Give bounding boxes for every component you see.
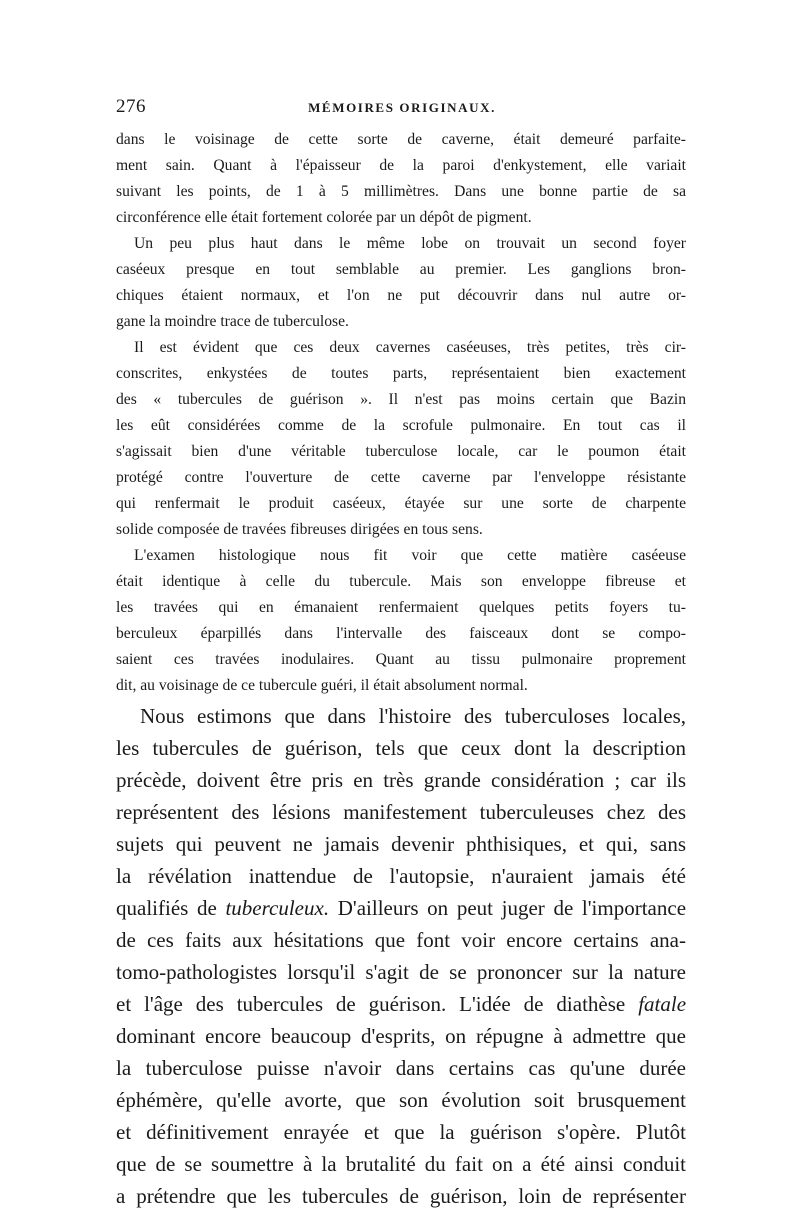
- text-line: la tuberculose puisse n'avoir dans certains cas qu'une durée: [116, 1056, 686, 1080]
- paragraph-2: [116, 231, 686, 335]
- text-line: s'agissait bien d'une véritable tuberculose locale, car le poumon était: [116, 443, 686, 460]
- paragraph-1: [116, 127, 686, 231]
- small-print-section: [116, 127, 686, 699]
- text-line: L'examen histologique nous fit voir que cette matière caséeuse: [134, 547, 686, 564]
- running-head: MÉMOIRES ORIGINAUX.: [308, 100, 496, 115]
- text-fragment: qualifiés de: [116, 896, 217, 920]
- italic-term: tuberculeux.: [225, 896, 330, 920]
- text-line: Nous estimons que dans l'histoire des tuberculoses locales,: [140, 704, 686, 728]
- text-line: sujets qui peuvent ne jamais devenir phthisiques, et qui, sans: [116, 832, 686, 856]
- text-line: saient ces travées inodulaires. Quant au tissu pulmonaire proprement: [116, 651, 686, 668]
- text-line: Il est évident que ces deux cavernes caséeuses, très petites, très cir-: [134, 339, 686, 356]
- text-line: ment sain. Quant à l'épaisseur de la paroi d'enkystement, elle variait: [116, 157, 686, 174]
- text-line: la révélation inattendue de l'autopsie, n'auraient jamais été: [116, 864, 686, 888]
- text-line: qui renfermait le produit caséeux, étayée sur une sorte de charpente: [116, 495, 686, 512]
- text-fragment: et l'âge des tubercules de guérison. L'idée de diathèse: [116, 992, 626, 1016]
- text-line: les eût considérées comme de la scrofule pulmonaire. En tout cas il: [116, 417, 686, 434]
- text-line: gane la moindre trace de tuberculose.: [116, 313, 349, 330]
- text-line: protégé contre l'ouverture de cette caverne par l'enveloppe résistante: [116, 469, 686, 486]
- text-line: suivant les points, de 1 à 5 millimètres. Dans une bonne partie de sa: [116, 183, 686, 200]
- text-line: [116, 892, 686, 924]
- paragraph-3: [116, 335, 686, 543]
- text-line: berculeux éparpillés dans l'intervalle des faisceaux dont se compo-: [116, 625, 686, 642]
- text-line: représentent des lésions manifestement tuberculeuses chez des: [116, 800, 686, 824]
- text-line: tomo-pathologistes lorsqu'il s'agit de se prononcer sur la nature: [116, 960, 686, 984]
- text-line: dominant encore beaucoup d'esprits, on répugne à admettre que: [116, 1024, 686, 1048]
- page-number: 276: [116, 96, 146, 117]
- page-header: [116, 96, 688, 122]
- text-line: et définitivement enrayée et que la guérison s'opère. Plutôt: [116, 1120, 686, 1144]
- text-line: que de se soumettre à la brutalité du fait on a été ainsi conduit: [116, 1152, 686, 1176]
- text-line: éphémère, qu'elle avorte, que son évolution soit brusquement: [116, 1088, 686, 1112]
- text-line: caséeux presque en tout semblable au premier. Les ganglions bron-: [116, 261, 686, 278]
- text-fragment: D'ailleurs on peut juger de l'importance: [337, 896, 687, 920]
- text-line: de ces faits aux hésitations que font voir encore certains ana-: [116, 928, 686, 952]
- italic-term: fatale: [638, 992, 687, 1016]
- text-line: précède, doivent être pris en très grande considération ; car ils: [116, 768, 686, 792]
- paragraph-4: [116, 543, 686, 699]
- text-line: des « tubercules de guérison ». Il n'est pas moins certain que Bazin: [116, 391, 686, 408]
- text-line: Un peu plus haut dans le même lobe on trouvait un second foyer: [134, 235, 686, 252]
- main-text-section: [116, 700, 686, 1212]
- text-line: dans le voisinage de cette sorte de caverne, était demeuré parfaite-: [116, 131, 686, 148]
- text-line: les travées qui en émanaient renfermaient quelques petits foyers tu-: [116, 599, 686, 616]
- text-line: a prétendre que les tubercules de guérison, loin de représenter: [116, 1184, 686, 1208]
- text-line: les tubercules de guérison, tels que ceux dont la description: [116, 736, 686, 760]
- paragraph-5: [116, 700, 686, 1212]
- text-line: circonférence elle était fortement colorée par un dépôt de pigment.: [116, 209, 532, 226]
- text-line: dit, au voisinage de ce tubercule guéri, il était absolument normal.: [116, 677, 528, 694]
- text-line: chiques étaient normaux, et l'on ne put découvrir dans nul autre or-: [116, 287, 686, 304]
- text-line: conscrites, enkystées de toutes parts, représentaient bien exactement: [116, 365, 686, 382]
- text-line: [116, 988, 686, 1020]
- text-line: solide composée de travées fibreuses dirigées en tous sens.: [116, 521, 483, 538]
- text-line: était identique à celle du tubercule. Mais son enveloppe fibreuse et: [116, 573, 686, 590]
